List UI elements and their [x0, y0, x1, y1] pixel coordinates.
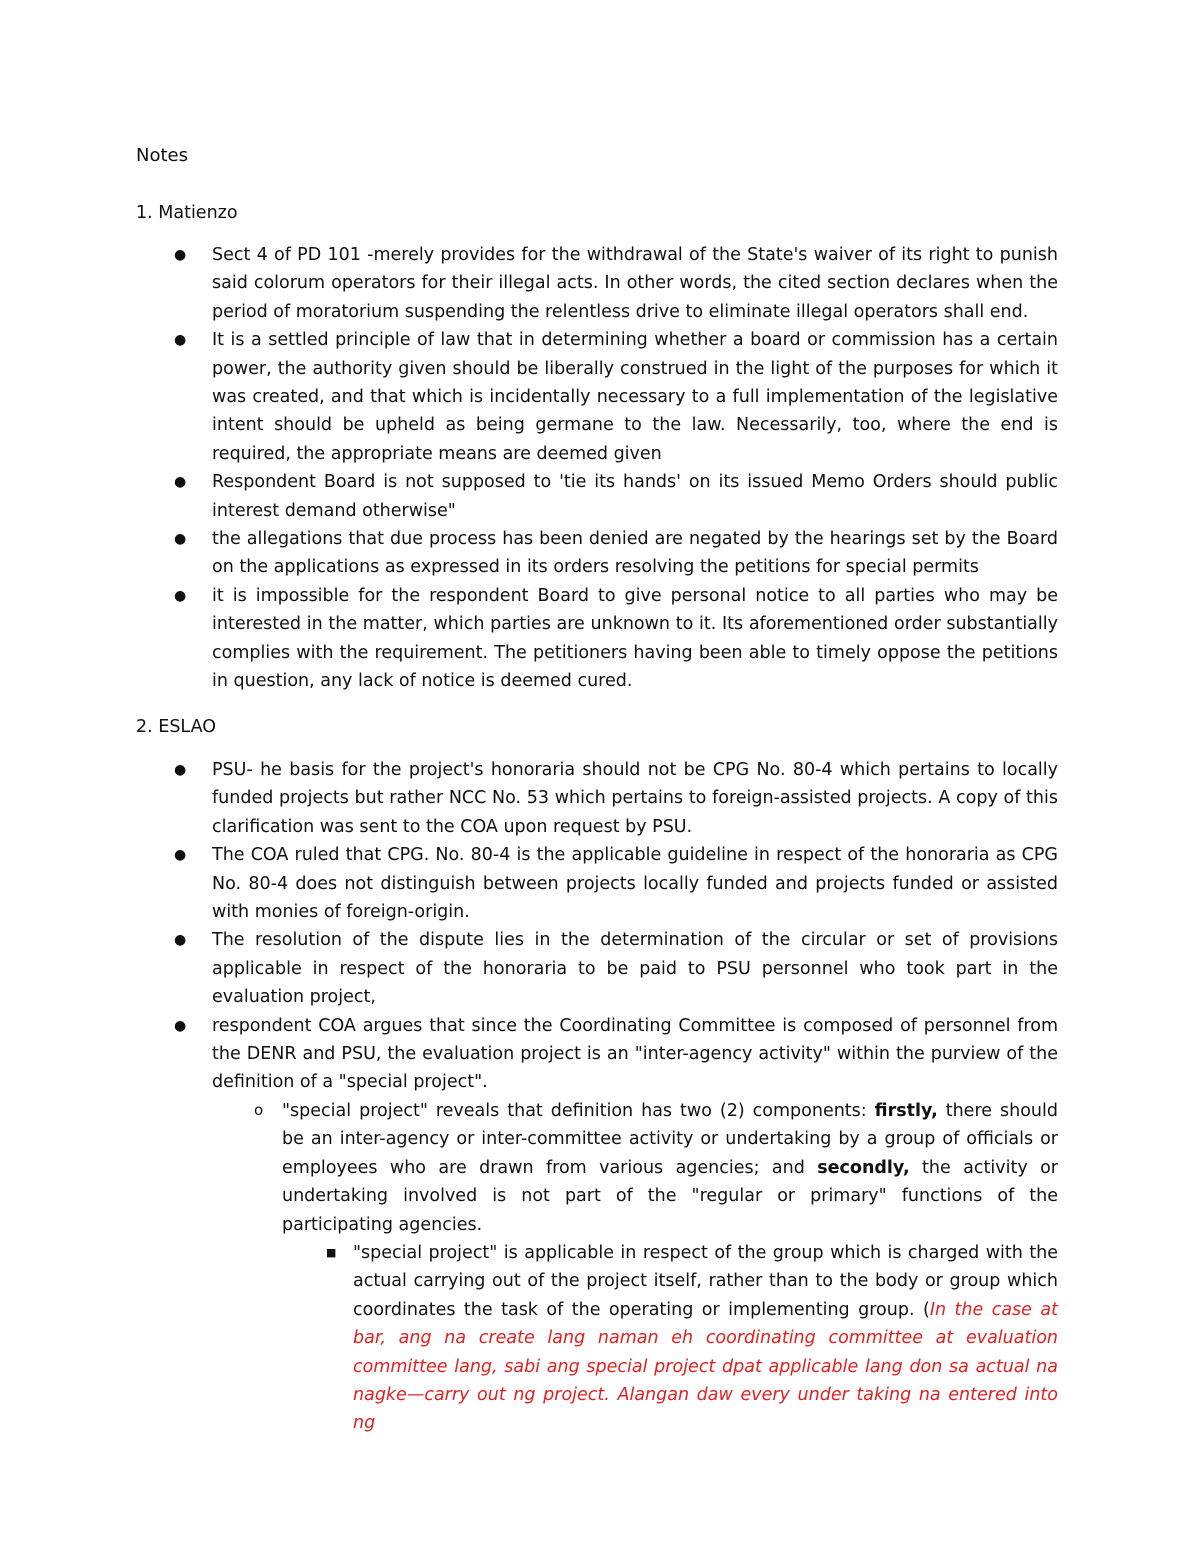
bullet-icon: ● — [174, 332, 187, 349]
matienzo-bullet-list — [136, 241, 1058, 696]
section-heading-eslao: 2. ESLAO — [136, 717, 217, 737]
bullet-icon: ● — [174, 474, 187, 491]
page-title: Notes — [136, 145, 188, 166]
bullet-icon: ● — [174, 531, 187, 548]
list-item: ● PSU- he basis for the project's honoraria should not be CPG No. 80-4 which pertains to locally funded projects but rather NCC No. 53 which pertains to foreign-assisted projects. A copy of this clarification was sent to the COA upon request by PSU. — [136, 756, 1058, 841]
list-item: ● It is a settled principle of law that in determining whether a board or commission has a certain power, the authority given should be liberally construed in the light of the purposes for which it was created, and that which is incidentally necessary to a full implementation of the legislative intent should be upheld as being germane to the law. Necessarily, too, where the end is required, the appropriate means are deemed given — [136, 326, 1058, 468]
list-item: ● the allegations that due process has been denied are negated by the hearings set by the Board on the applications as expressed in its orders resolving the petitions for special permits — [136, 525, 1058, 582]
list-item: ● it is impossible for the respondent Board to give personal notice to all parties who may be interested in the matter, which parties are unknown to it. Its aforementioned order substantially complies with the requirement. The petitioners having been able to timely oppose the petitions in question, any lack of notice is deemed cured. — [136, 582, 1058, 696]
sub-sub-list-item: ■ "special project" is applicable in respect of the group which is charged with the actual carrying out of the project itself, rather than to the body or group which coordinates the task of the operating or implementing group. (In the case at bar, ang na create lang naman eh coordinating committee at evaluation committee lang, sabi ang special project dpat applicable lang don sa actual na nagke—carry out ng project. Alangan daw every under taking na entered into ng — [282, 1239, 1058, 1438]
square-bullet-icon: ■ — [326, 1245, 337, 1259]
list-item: ● Respondent Board is not supposed to 'tie its hands' on its issued Memo Orders should public interest demand otherwise" — [136, 468, 1058, 525]
bullet-icon: ● — [174, 1017, 187, 1034]
list-item: ● respondent COA argues that since the Coordinating Committee is composed of personnel from the DENR and PSU, the evaluation project is an "inter-agency activity" within the purview of the definition of a "special project". o "special project" reveals that definition has two (2) components: firstly, there should be an inter-agency or inter-committee activity or undertaking by a group of officials or employees who are drawn from various agencies; and secondly, the activity or undertaking involved is not part of the "regular or primary" functions of the participating agencies. ■ "special project" is applicable in respect of the group which is charged with the actual carrying out of the project itself, rather than to the body or group which coordinates the task of the operating or implementing group. (In the case at bar, ang na create lang naman eh coordinating committee at evaluation committee lang, sabi ang special project dpat applicable lang don sa actual na nagke—carry out ng project. Alangan daw every under taking na entered into ng — [136, 1012, 1058, 1438]
section-heading-matienzo: 1. Matienzo — [136, 203, 238, 223]
list-item: ● The resolution of the dispute lies in the determination of the circular or set of provisions applicable in respect of the honoraria to be paid to PSU personnel who took part in the evaluation project, — [136, 926, 1058, 1011]
eslao-bullet-list — [136, 756, 1058, 1438]
sub-list-item: o "special project" reveals that definition has two (2) components: firstly, there should be an inter-agency or inter-committee activity or undertaking by a group of officials or employees who are drawn from various agencies; and secondly, the activity or undertaking involved is not part of the "regular or primary" functions of the participating agencies. ■ "special project" is applicable in respect of the group which is charged with the actual carrying out of the project itself, rather than to the body or group which coordinates the task of the operating or implementing group. (In the case at bar, ang na create lang naman eh coordinating committee at evaluation committee lang, sabi ang special project dpat applicable lang don sa actual na nagke—carry out ng project. Alangan daw every under taking na entered into ng — [212, 1097, 1058, 1438]
bullet-icon: ● — [174, 932, 187, 949]
bullet-icon: ● — [174, 587, 187, 604]
bullet-icon: ● — [174, 762, 187, 778]
red-italic-annotation: In the case at bar, ang na create lang naman eh coordinating committee at evaluation committee lang, sabi ang special project dpat applicable lang don sa actual na nagke—carry out ng project. Alangan daw every under taking na entered into ng — [353, 1299, 1058, 1434]
list-item: ● The COA ruled that CPG. No. 80-4 is the applicable guideline in respect of the honoraria as CPG No. 80-4 does not distinguish between projects locally funded and projects funded or assisted with monies of foreign-origin. — [136, 841, 1058, 926]
list-item: ● Sect 4 of PD 101 -merely provides for the withdrawal of the State's waiver of its right to punish said colorum operators for their illegal acts. In other words, the cited section declares when the period of moratorium suspending the relentless drive to eliminate illegal operators shall end. — [136, 241, 1058, 326]
bullet-icon: ● — [174, 247, 187, 263]
circle-bullet-icon: o — [254, 1100, 264, 1119]
sub-sub-bullet-list — [282, 1239, 1058, 1438]
bullet-icon: ● — [174, 847, 187, 864]
sub-bullet-list — [212, 1097, 1058, 1438]
